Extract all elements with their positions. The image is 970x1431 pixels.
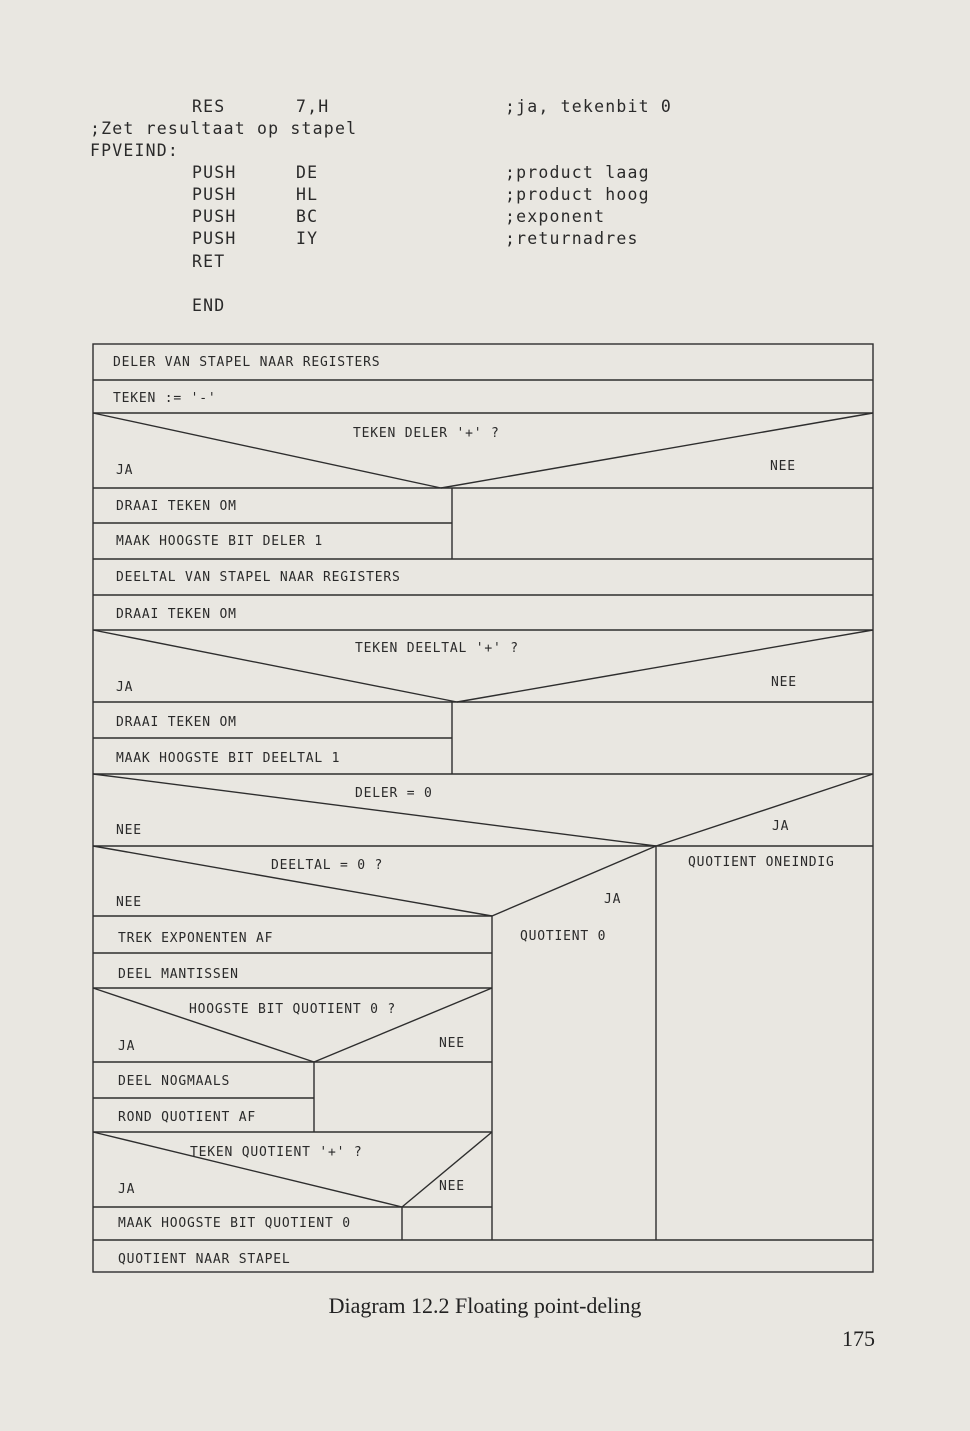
code-args: HL: [296, 185, 319, 204]
code-comment: ;returnadres: [505, 229, 639, 248]
branch-nee: NEE: [439, 1036, 465, 1051]
code-comment: ;product hoog: [505, 185, 650, 204]
code-op: PUSH: [192, 229, 237, 248]
decision-teken-quotient: TEKEN QUOTIENT '+' ?: [190, 1145, 363, 1160]
code-label: FPVEIND:: [90, 141, 180, 160]
step-rond-quotient: ROND QUOTIENT AF: [118, 1110, 257, 1125]
code-args: BC: [296, 207, 319, 226]
code-comment: ;ja, tekenbit 0: [505, 97, 673, 116]
step-quotient-nul: QUOTIENT 0: [520, 929, 607, 944]
step-deler-van-stapel: DELER VAN STAPEL NAAR REGISTERS: [113, 355, 381, 370]
branch-ja: JA: [116, 680, 134, 695]
code-comment: ;exponent: [505, 207, 606, 226]
decision-teken-deeltal: TEKEN DEELTAL '+' ?: [355, 641, 519, 656]
code-op: PUSH: [192, 207, 237, 226]
branch-nee: NEE: [439, 1179, 465, 1194]
code-op: PUSH: [192, 163, 237, 182]
decision-teken-deler: TEKEN DELER '+' ?: [353, 426, 500, 441]
decision-deeltal-nul: DEELTAL = 0 ?: [271, 858, 384, 873]
step-teken-min: TEKEN := '-': [113, 391, 217, 406]
step-draai-teken: DRAAI TEKEN OM: [116, 499, 237, 514]
branch-ja: JA: [772, 819, 790, 834]
branch-ja: JA: [604, 892, 622, 907]
step-quotient-naar-stapel: QUOTIENT NAAR STAPEL: [118, 1252, 291, 1267]
step-trek-exponenten: TREK EXPONENTEN AF: [118, 931, 274, 946]
branch-ja: JA: [116, 463, 134, 478]
decision-deler-nul: DELER = 0: [355, 786, 433, 801]
code-args: 7,H: [296, 97, 330, 116]
branch-nee: NEE: [116, 895, 142, 910]
decision-hoogste-bit: HOOGSTE BIT QUOTIENT 0 ?: [189, 1002, 397, 1017]
code-op: RES: [192, 97, 226, 116]
diagram-lines: [93, 344, 873, 1272]
step-draai-teken: DRAAI TEKEN OM: [116, 715, 237, 730]
branch-nee: NEE: [771, 675, 797, 690]
branch-nee: NEE: [116, 823, 142, 838]
code-args: DE: [296, 163, 319, 182]
code-comment: ;product laag: [505, 163, 650, 182]
code-label: ;Zet resultaat op stapel: [90, 119, 358, 138]
code-args: IY: [296, 229, 319, 248]
step-deeltal-van-stapel: DEELTAL VAN STAPEL NAAR REGISTERS: [116, 570, 401, 585]
branch-ja: JA: [118, 1039, 136, 1054]
step-maak-hoogste-quotient: MAAK HOOGSTE BIT QUOTIENT 0: [118, 1216, 351, 1231]
step-quotient-oneindig: QUOTIENT ONEINDIG: [688, 855, 835, 870]
code-op: PUSH: [192, 185, 237, 204]
code-op: END: [192, 296, 226, 315]
figure-caption: Diagram 12.2 Floating point-deling: [328, 1293, 642, 1318]
branch-ja: JA: [118, 1182, 136, 1197]
code-op: RET: [192, 252, 226, 271]
step-draai-teken: DRAAI TEKEN OM: [116, 607, 237, 622]
step-maak-hoogste-deeltal: MAAK HOOGSTE BIT DEELTAL 1: [116, 751, 341, 766]
step-maak-hoogste-deler: MAAK HOOGSTE BIT DELER 1: [116, 534, 324, 549]
branch-nee: NEE: [770, 459, 796, 474]
step-deel-nogmaals: DEEL NOGMAALS: [118, 1074, 231, 1089]
step-deel-mantissen: DEEL MANTISSEN: [118, 967, 239, 982]
page-number: 175: [842, 1326, 875, 1351]
